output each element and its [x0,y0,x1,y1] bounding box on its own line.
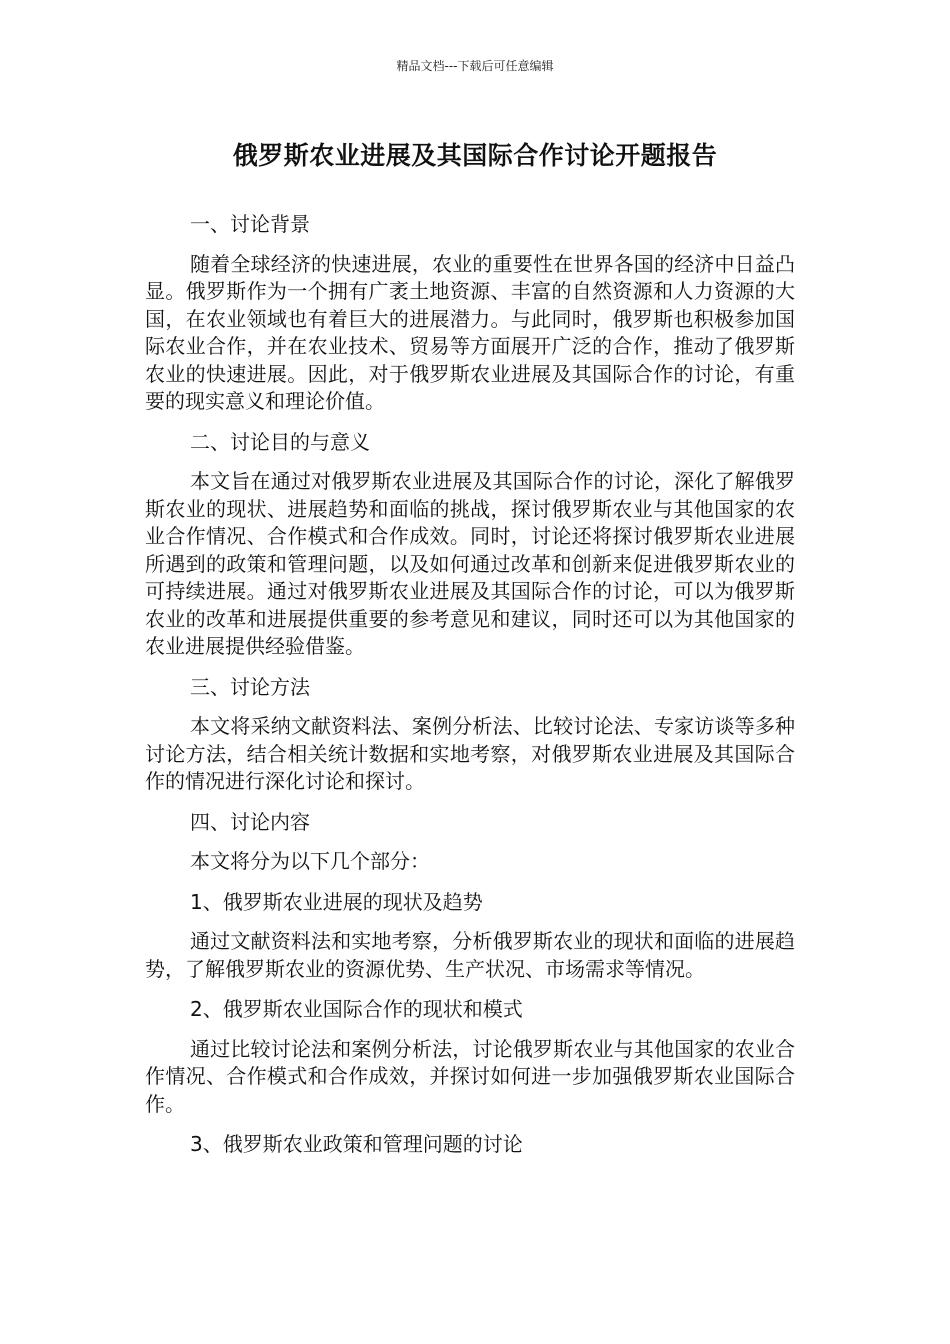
section-heading-method: 三、讨论方法 [190,674,310,699]
header-note: 精品文档---下载后可任意编辑 [396,59,554,73]
subsection-heading-1: 1、俄罗斯农业进展的现状及趋势 [190,889,483,914]
paragraph-subsection-2: 通过比较讨论法和案例分析法，讨论俄罗斯农业与其他国家的农业合作情况、合作模式和合作成效，并探讨如何进一步加强俄罗斯农业国际合作。 [145,1036,795,1116]
paragraph-content-intro: 本文将分为以下几个部分： [190,849,430,873]
section-heading-content: 四、讨论内容 [190,809,310,834]
paragraph-background: 随着全球经济的快速进展，农业的重要性在世界各国的经济中日益凸显。俄罗斯作为一个拥有广袤土地资源、丰富的自然资源和人力资源的大国，在农业领域也有着巨大的进展潜力。与此同时，俄罗斯也积极参加国际农业合作，并在农业技术、贸易等方面展开广泛的合作，推动了俄罗斯农业的快速进展。因此，对于俄罗斯农业进展及其国际合作的讨论，有重要的现实意义和理论价值。 [145,251,795,413]
section-heading-background: 一、讨论背景 [190,212,310,236]
document-title: 俄罗斯农业进展及其国际合作讨论开题报告 [232,141,718,170]
paragraph-method: 本文将采纳文献资料法、案例分析法、比较讨论法、专家访谈等多种讨论方法，结合相关统计数据和实地考察，对俄罗斯农业进展及其国际合作的情况进行深化讨论和探讨。 [145,714,795,793]
document-body [145,211,795,1171]
section-heading-purpose: 二、讨论目的与意义 [190,429,370,454]
paragraph-subsection-1: 通过文献资料法和实地考察，分析俄罗斯农业的现状和面临的进展趋势，了解俄罗斯农业的资源优势、生产状况、市场需求等情况。 [145,929,795,981]
paragraph-purpose: 本文旨在通过对俄罗斯农业进展及其国际合作的讨论，深化了解俄罗斯农业的现状、进展趋势和面临的挑战，探讨俄罗斯农业与其他国家的农业合作情况、合作模式和合作成效。同时，讨论还将探讨俄罗斯农业进展所遇到的政策和管理问题，以及如何通过改革和创新来促进俄罗斯农业的可持续进展。通过对俄罗斯农业进展及其国际合作的讨论，可以为俄罗斯农业的改革和进展提供重要的参考意见和建议，同时还可以为其他国家的农业进展提供经验借鉴。 [145,469,795,658]
subsection-heading-3: 3、俄罗斯农业政策和管理问题的讨论 [190,1132,523,1156]
subsection-heading-2: 2、俄罗斯农业国际合作的现状和模式 [190,997,523,1021]
